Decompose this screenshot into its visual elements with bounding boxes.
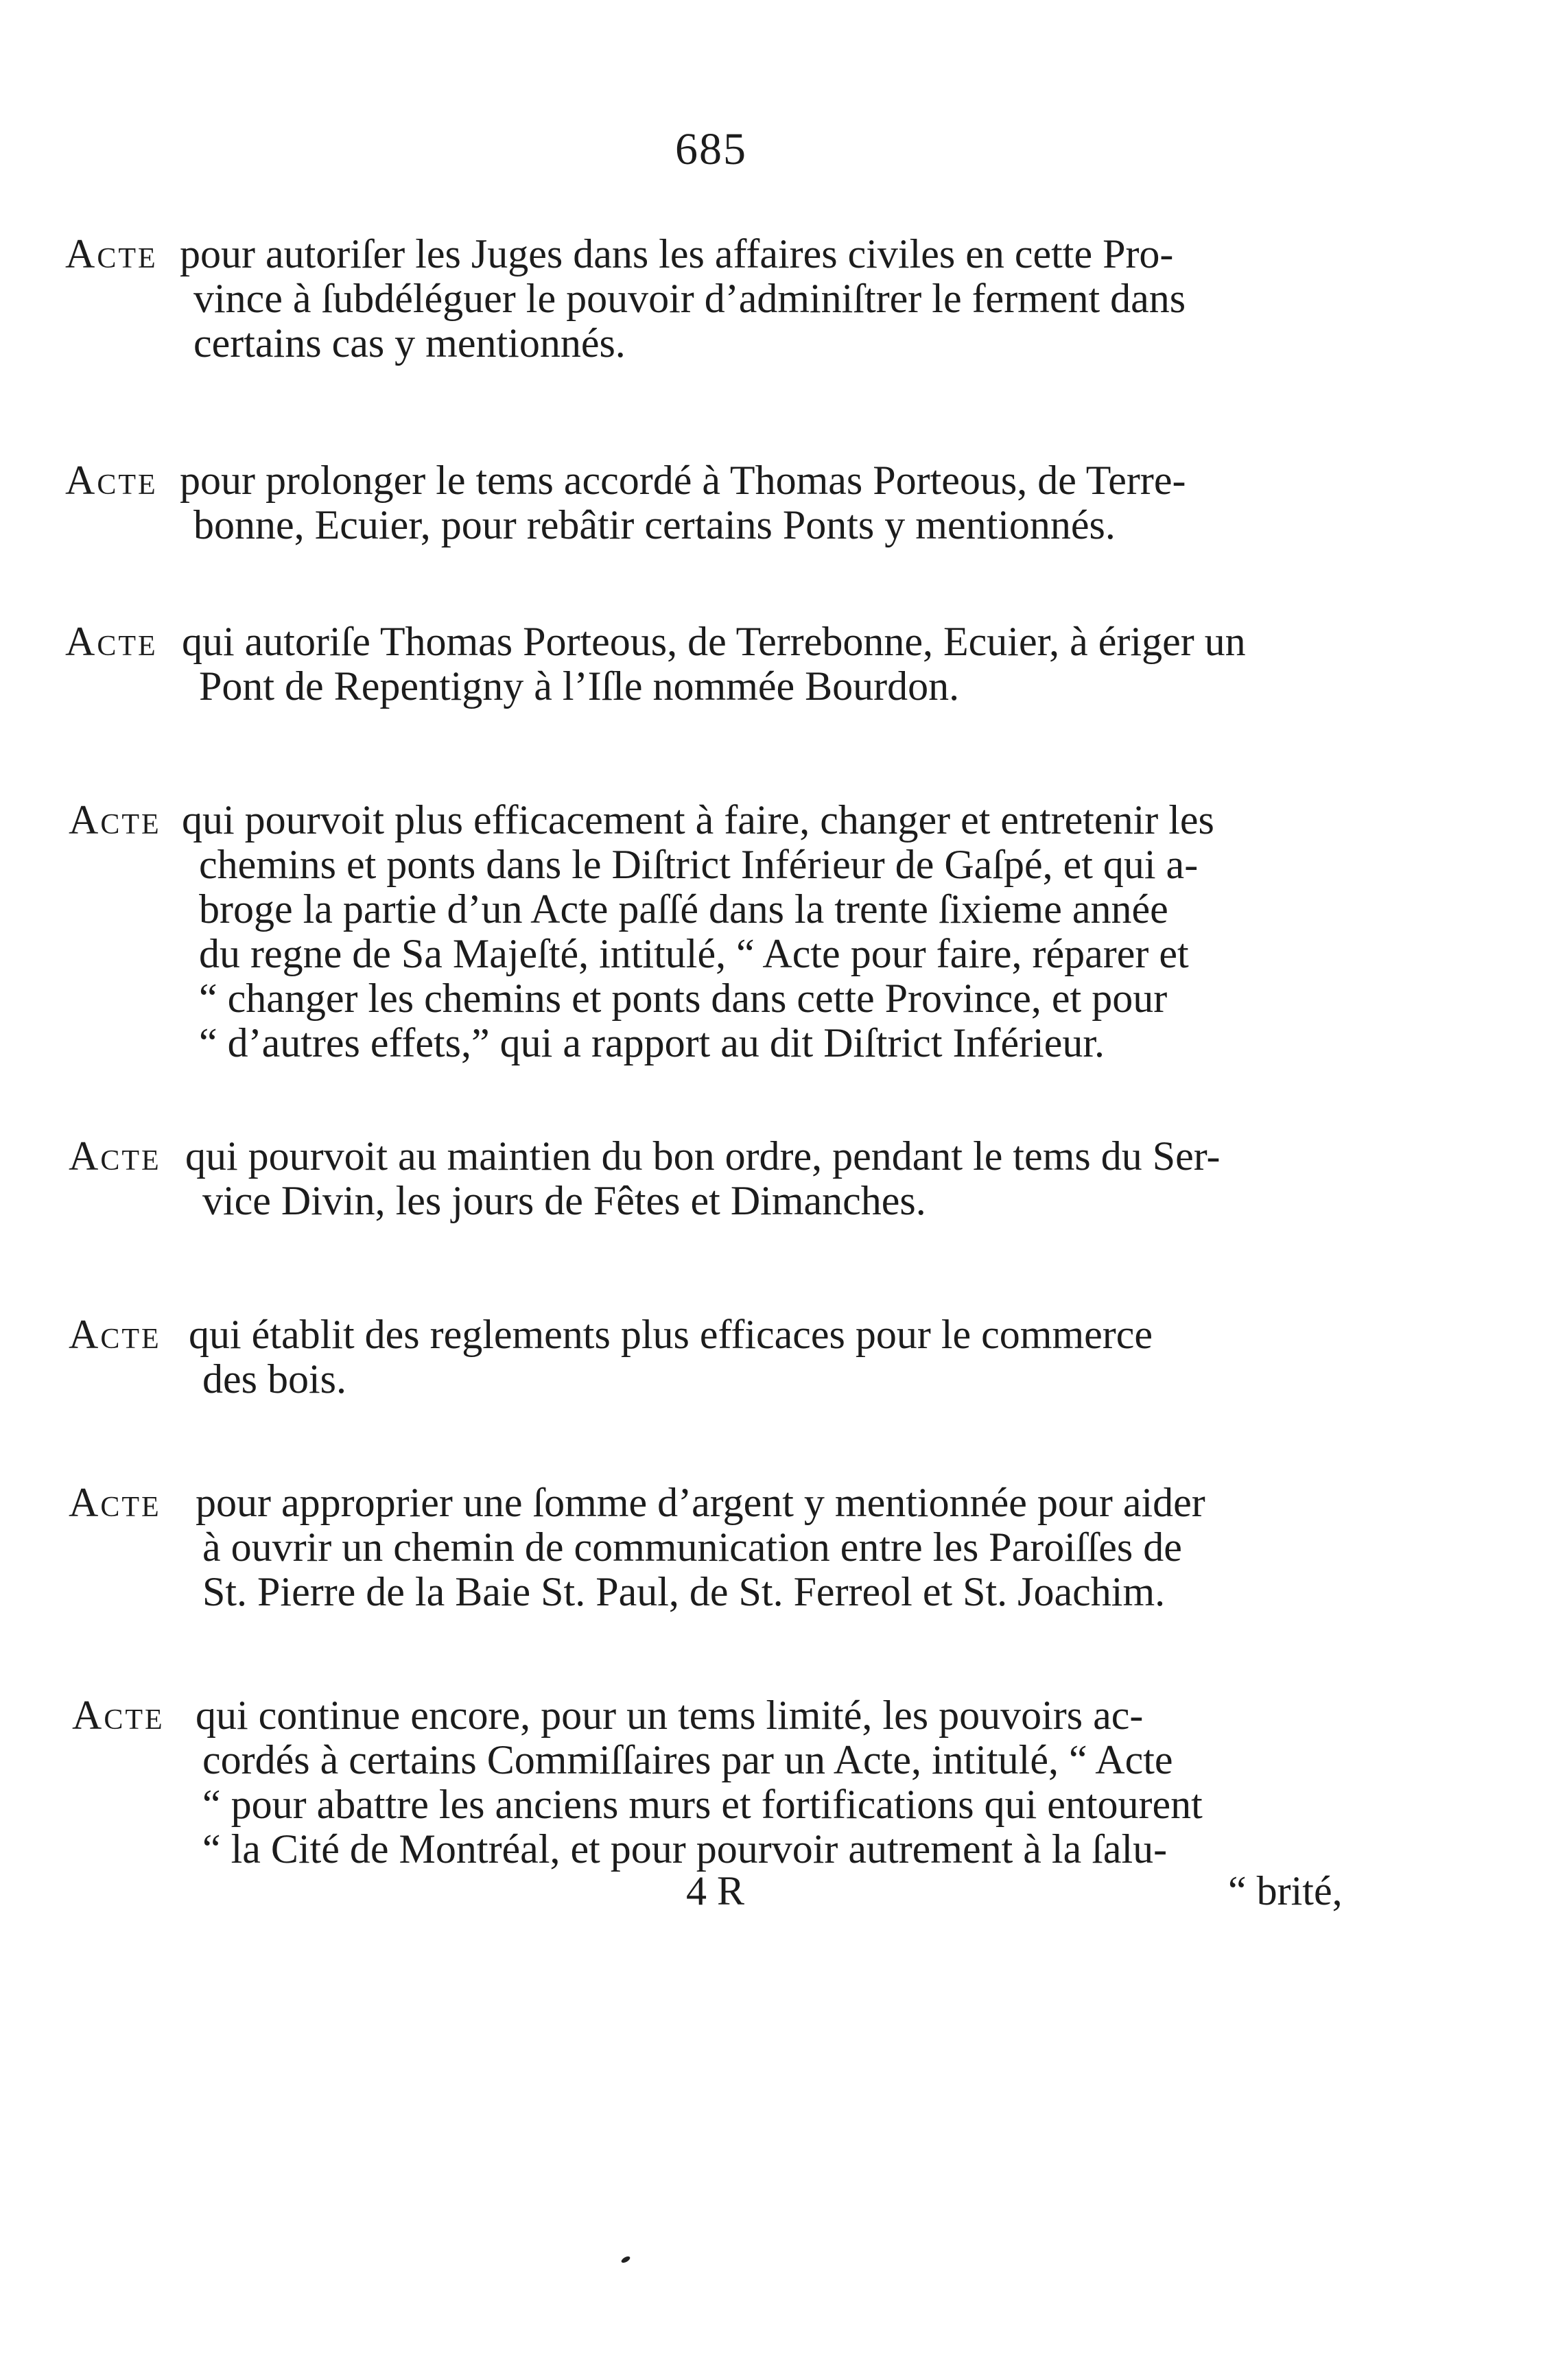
entry-line: des bois. — [202, 1356, 346, 1402]
entry-line: cordés à certains Commiſſaires par un Acte, intitulé, “ Acte — [202, 1737, 1173, 1782]
page-number: 685 — [675, 124, 747, 174]
entry-label: Acte — [69, 797, 161, 843]
entry-label: Acte — [69, 1480, 161, 1525]
entry-line: chemins et ponts dans le Diſtrict Inférieur de Gaſpé, et qui a- — [199, 842, 1199, 887]
signature-mark: 4 R — [686, 1868, 745, 1913]
entry-line: “ d’autres effets,” qui a rapport au dit Diſtrict Inférieur. — [199, 1020, 1105, 1065]
entry-line: pour autoriſer les Juges dans les affaires civiles en cette Pro- — [180, 231, 1174, 276]
entry-line: “ pour abattre les anciens murs et fortifications qui entourent — [202, 1782, 1203, 1827]
entry-line: “ la Cité de Montréal, et pour pourvoir autrement à la ſalu- — [202, 1826, 1168, 1872]
entry-line: certains cas y mentionnés. — [193, 320, 626, 366]
entry-line: pour prolonger le tems accordé à Thomas Porteous, de Terre- — [180, 458, 1186, 503]
entry-label: Acte — [65, 231, 158, 276]
entry-line: qui autoriſe Thomas Porteous, de Terrebonne, Ecuier, à ériger un — [182, 619, 1246, 664]
entry-label: Acte — [69, 1312, 161, 1357]
entry-line: vice Divin, les jours de Fêtes et Dimanches. — [202, 1178, 926, 1223]
entry-line: du regne de Sa Majeſté, intitulé, “ Acte pour faire, réparer et — [199, 931, 1189, 976]
entry-label: Acte — [72, 1693, 165, 1738]
entry-line: qui établit des reglements plus efficaces pour le commerce — [189, 1312, 1153, 1357]
entry-line: qui continue encore, pour un tems limité, les pouvoirs ac- — [196, 1693, 1144, 1738]
entry-line: Pont de Repentigny à l’Iſle nommée Bourdon. — [199, 663, 960, 709]
entry-line: qui pourvoit plus efficacement à faire, changer et entretenir les — [182, 797, 1214, 843]
ink-speck — [620, 2255, 631, 2264]
entry-label: Acte — [65, 619, 158, 664]
entry-line: “ changer les chemins et ponts dans cette Province, et pour — [199, 976, 1168, 1021]
entry-line: à ouvrir un chemin de communication entre les Paroiſſes de — [202, 1524, 1182, 1570]
entry-line: qui pourvoit au maintien du bon ordre, pendant le tems du Ser- — [185, 1133, 1221, 1179]
entry-line: bonne, Ecuier, pour rebâtir certains Ponts y mentionnés. — [193, 502, 1116, 547]
entry-line: pour approprier une ſomme d’argent y mentionnée pour aider — [196, 1480, 1205, 1525]
entry-line: vince à ſubdéléguer le pouvoir d’adminiſtrer le ferment dans — [193, 276, 1186, 321]
entry-label: Acte — [65, 458, 158, 503]
catchword: “ brité, — [1228, 1868, 1343, 1913]
entry-label: Acte — [69, 1133, 161, 1179]
entry-line: broge la partie d’un Acte paſſé dans la trente ſixieme année — [199, 886, 1168, 932]
entry-line: St. Pierre de la Baie St. Paul, de St. Ferreol et St. Joachim. — [202, 1569, 1166, 1614]
